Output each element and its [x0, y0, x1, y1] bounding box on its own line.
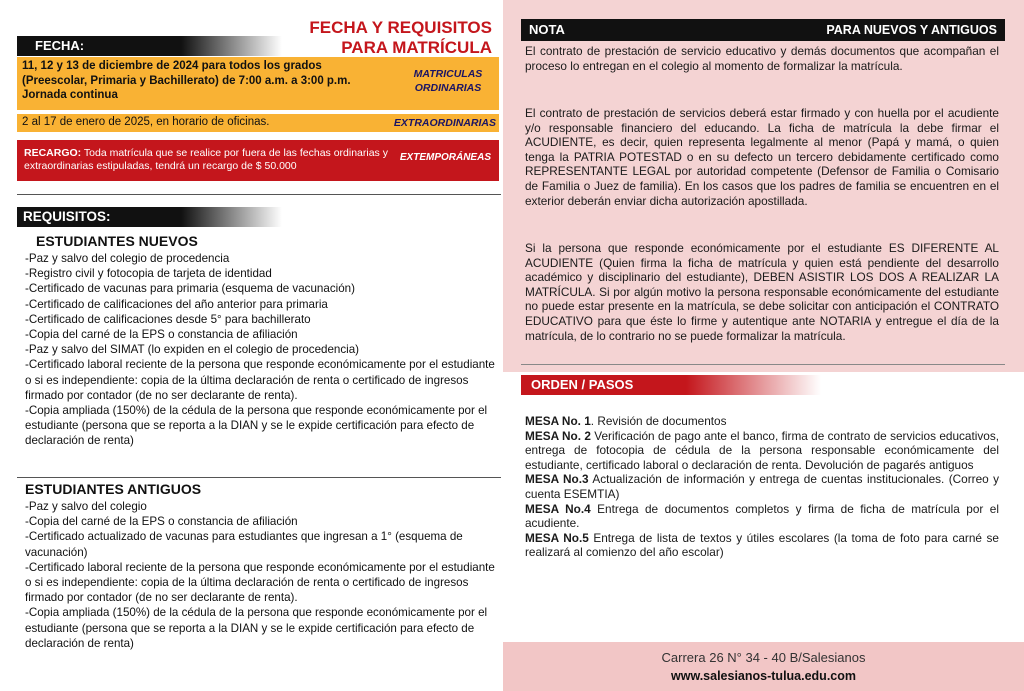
page-title: FECHA Y REQUISITOS PARA MATRÍCULA [309, 18, 492, 57]
divider [521, 364, 1005, 365]
ordinarias-text: 11, 12 y 13 de diciembre de 2024 para todos los grados (Preescolar, Primaria y Bachillerato) de 7:00 a.m. a 3:00 p.m. Jornada continua [22, 60, 351, 101]
extraordinarias-label: EXTRAORDINARIAS [393, 117, 496, 129]
list-item: -Copia ampliada (150%) de la cédula de la persona que responde económicamente por el estudiante (persona que se reporta a la DIAN y se le expide certificación para efecto de declaración de renta) [25, 404, 488, 448]
list-item: -Certificado de calificaciones del año anterior para primaria [25, 297, 328, 311]
antiguos-list [25, 499, 495, 651]
list-item: -Paz y salvo del colegio [25, 500, 147, 513]
extraordinarias-box [17, 114, 499, 132]
requisitos-header: REQUISITOS: [17, 207, 282, 227]
list-item: -Certificado laboral reciente de la persona que responde económicamente por el estudiante o si es independiente: copia de la última declaración de renta o certificado de ingresos firmado por contador (de no ser declarante de renta). [25, 358, 495, 402]
fecha-header: FECHA: [17, 36, 282, 56]
list-item: -Registro civil y fotocopia de tarjeta de identidad [25, 267, 272, 281]
nota-paragraph-2: El contrato de prestación de servicios deberá estar firmado y con huella por el acudiente y/o responsable financiero del educando. La ficha de matrícula la debe firmar el ACUDIENTE, es decir, quien representa legalmente al menor (Papá y mamá, o quien tenga la PATRIA POTESTAD o en su defecto un tercero debidamente certificado como REPRESENTANTE LEGAL por autoridad competente (Defensor de Familia o Comisario de Familia o Juez de familia). En los casos que los padres de familia se encuentren en el exterior deberán enviar dicha autorización apostillada. [525, 106, 999, 208]
list-item: -Paz y salvo del colegio de procedencia [25, 252, 230, 265]
list-item: MESA No. 1. Revisión de documentos [525, 414, 727, 428]
list-item: -Certificado de vacunas para primaria (esquema de vacunación) [25, 282, 355, 296]
list-item: -Copia ampliada (150%) de la cédula de la persona que responde económicamente por el estudiante (persona que se reporta a la DIAN y se le expide certificación para efecto de declaración de renta) [25, 606, 488, 650]
list-item: MESA No.3 Actualización de información y entrega de cuentas institucionales. (Correo y cuenta ESEMTIA) [525, 472, 999, 501]
orden-list [525, 414, 999, 560]
address: Carrera 26 N° 34 - 40 B/Salesianos [661, 650, 866, 665]
list-item: -Copia del carné de la EPS o constancia de afiliación [25, 328, 298, 342]
extemporaneas-label: EXTEMPORÁNEAS [399, 152, 491, 163]
ordinarias-label: MATRICULAS ORDINARIAS [413, 68, 483, 94]
nota-paragraph-3: Si la persona que responde económicamente por el estudiante ES DIFERENTE AL ACUDIENTE (Quien firma la ficha de matrícula y quien está pendiente del desarrollo académico y disciplinario del estudiante), DEBEN ASISTIR LOS DOS A REALIZAR LA MATRÍCULA. Si por algún motivo la persona responsable económicamente del estudiante no puede estar presente en la matrícula, se debe solicitar con anticipación el CONTRATO EDUCATIVO para que éste lo firme y autentique ante NOTARIA y entregue el día de la matrícula, de lo contrario no se puede formalizar la matrícula. [525, 241, 999, 343]
right-panel [503, 0, 1024, 691]
nota-paragraph-1: El contrato de prestación de servicio educativo y demás documentos que acompañan el proceso lo entregan en el colegio al momento de formalizar la matrícula. [525, 44, 999, 73]
orden-header: ORDEN / PASOS [521, 375, 821, 395]
nota-header: NOTA PARA NUEVOS Y ANTIGUOS [521, 19, 1005, 41]
website-link[interactable]: www.salesianos-tulua.edu.com [671, 669, 856, 683]
list-item: -Paz y salvo del SIMAT (lo expiden en el colegio de procedencia) [25, 343, 360, 357]
nuevos-title: ESTUDIANTES NUEVOS [36, 233, 198, 249]
antiguos-title: ESTUDIANTES ANTIGUOS [25, 481, 202, 497]
recargo-text: RECARGO: Toda matrícula que se realice por fuera de las fechas ordinarias y extraordinarias estipuladas, tendrá un recargo de $ 50.000 [24, 147, 388, 172]
list-item: MESA No. 2 Verificación de pago ante el banco, firma de contrato de servicios educativos, entrega de fotocopia de cédula de la persona responsable económicamente del estudiante, certificado laboral o declaración de renta. Devolución de pagarés antiguos [525, 428, 1000, 472]
list-item: -Copia del carné de la EPS o constancia de afiliación [25, 515, 298, 529]
nuevos-list [25, 251, 495, 449]
ordinarias-box [17, 57, 499, 110]
list-item: -Certificado laboral reciente de la persona que responde económicamente por el estudiante o si es independiente: copia de la última declaración de renta o certificado de ingresos firmado por contador (de no ser declarante de renta). [25, 560, 495, 605]
list-item: MESA No.4 Entrega de documentos completos y firma de ficha de matrícula por el acudiente. [525, 501, 999, 531]
list-item: -Certificado de calificaciones desde 5° para bachillerato [25, 312, 311, 326]
divider [17, 477, 501, 478]
list-item: -Certificado actualizado de vacunas para estudiantes que ingresan a 1° (esquema de vacunación) [25, 530, 463, 559]
left-panel [0, 0, 502, 691]
recargo-box [17, 140, 499, 181]
list-item: MESA No.5 Entrega de lista de textos y útiles escolares (la toma de foto para carné se realizará al comienzo del año escolar) [525, 530, 999, 560]
divider [17, 194, 501, 195]
extraordinarias-text: 2 al 17 de enero de 2025, en horario de oficinas. [22, 116, 270, 128]
